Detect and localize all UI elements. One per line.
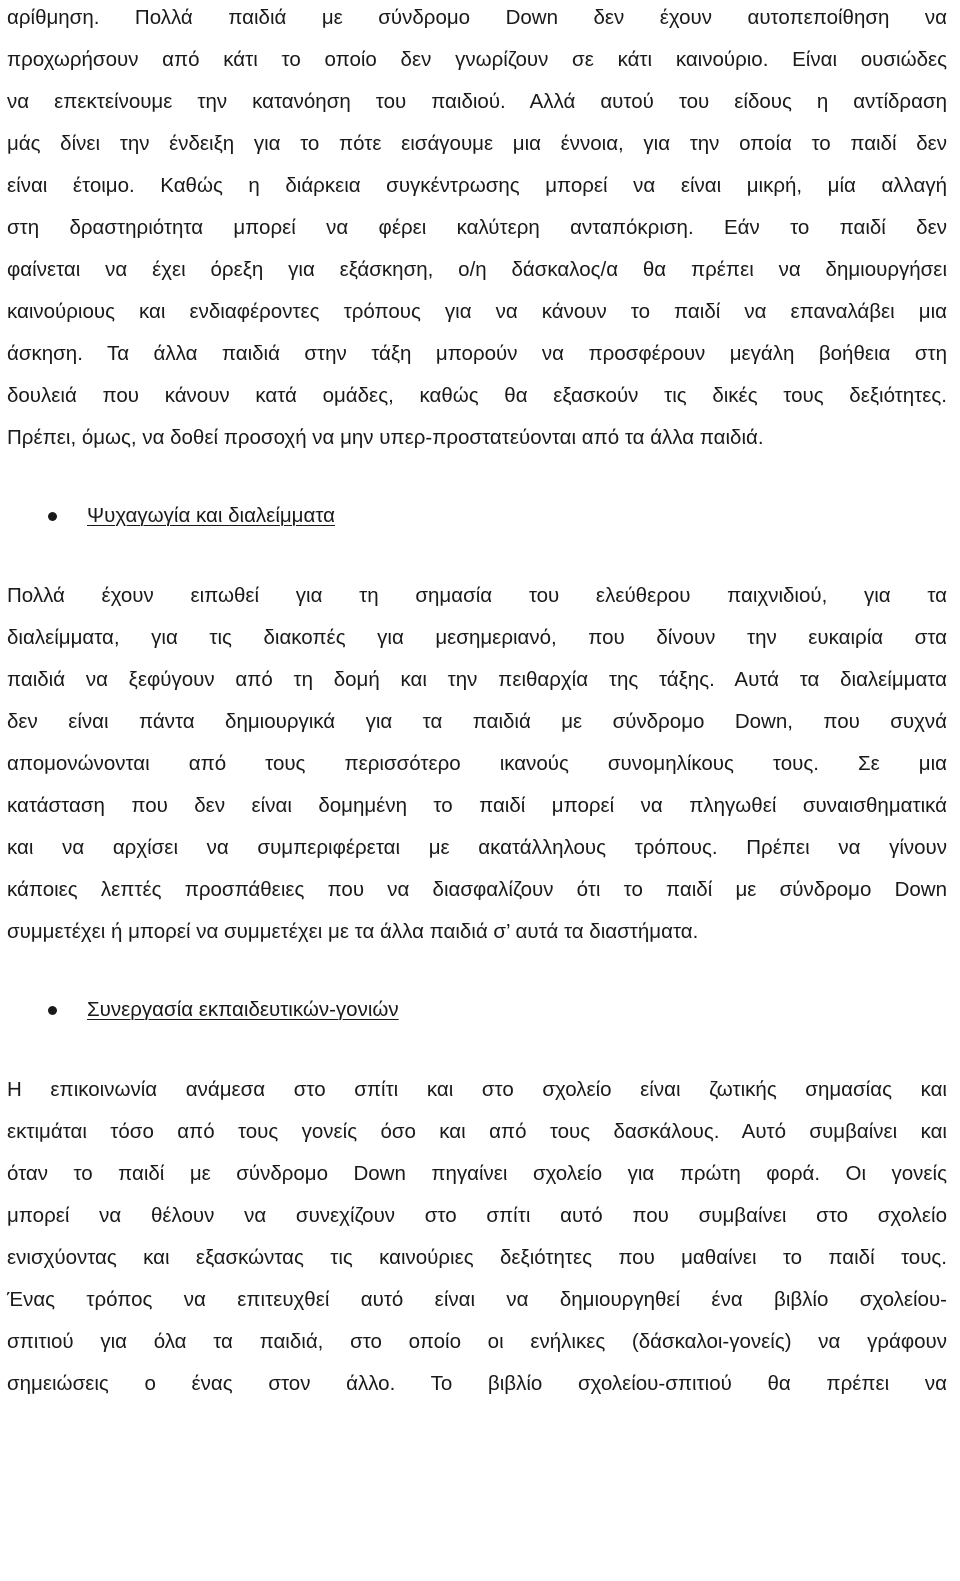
paragraph-line: άσκηση. Τα άλλα παιδιά στην τάξη μπορούν να προσφέρουν μεγάλη βοήθεια στη [7, 342, 947, 365]
paragraph-line: διαλείμματα, για τις διακοπές για μεσημεριανό, που δίνουν την ευκαιρία στα [7, 626, 947, 649]
paragraph-line: στη δραστηριότητα μπορεί να φέρει καλύτερη ανταπόκριση. Εάν το παιδί δεν [7, 216, 947, 239]
bullet-icon [48, 1006, 57, 1015]
heading-text: Συνεργασία εκπαιδευτικών-γονιών [87, 998, 399, 1021]
paragraph-line: είναι έτοιμο. Καθώς η διάρκεια συγκέντρωσης μπορεί να είναι μικρή, μία αλλαγή [7, 174, 947, 197]
paragraph-line: μάς δίνει την ένδειξη για το πότε εισάγουμε μια έννοια, για την οποία το παιδί δεν [7, 132, 947, 155]
paragraph-line: παιδιά να ξεφύγουν από τη δομή και την πειθαρχία της τάξης. Αυτά τα διαλείμματα [7, 668, 947, 691]
paragraph-line: Πολλά έχουν ειπωθεί για τη σημασία του ελεύθερου παιχνιδιού, για τα [7, 584, 947, 607]
paragraph-line: και να αρχίσει να συμπεριφέρεται με ακατάλληλους τρόπους. Πρέπει να γίνουν [7, 836, 947, 859]
heading-text: Ψυχαγωγία και διαλείμματα [87, 504, 336, 527]
paragraph-line: όταν το παιδί με σύνδρομο Down πηγαίνει σχολείο για πρώτη φορά. Οι γονείς [7, 1162, 947, 1185]
paragraph-line: Ένας τρόπος να επιτευχθεί αυτό είναι να δημιουργηθεί ένα βιβλίο σχολείου- [7, 1288, 947, 1311]
paragraph-line: σπιτιού για όλα τα παιδιά, στο οποίο οι ενήλικες (δάσκαλοι-γονείς) να γράφουν [7, 1330, 947, 1353]
paragraph-line: σημειώσεις ο ένας στον άλλο. Το βιβλίο σχολείου-σπιτιού θα πρέπει να [7, 1372, 947, 1395]
section-heading-collaboration [7, 990, 947, 1030]
paragraph-line: Πρέπει, όμως, να δοθεί προσοχή να μην υπερ-προστατεύονται από τα άλλα παιδιά. [7, 426, 764, 449]
paragraph-line: φαίνεται να έχει όρεξη για εξάσκηση, ο/η δάσκαλος/α θα πρέπει να δημιουργήσει [7, 258, 947, 281]
paragraph-line: ενισχύοντας και εξασκώντας τις καινούριες δεξιότητες που μαθαίνει το παιδί τους. [7, 1246, 947, 1269]
paragraph-line: εκτιμάται τόσο από τους γονείς όσο και από τους δασκάλους. Αυτό συμβαίνει και [7, 1120, 947, 1143]
paragraph-line: μπορεί να θέλουν να συνεχίζουν στο σπίτι αυτό που συμβαίνει στο σχολείο [7, 1204, 947, 1227]
paragraph-line: δεν είναι πάντα δημιουργικά για τα παιδιά με σύνδρομο Down, που συχνά [7, 710, 947, 733]
paragraph-line: προχωρήσουν από κάτι το οποίο δεν γνωρίζουν σε κάτι καινούριο. Είναι ουσιώδες [7, 48, 947, 71]
paragraph-line: αρίθμηση. Πολλά παιδιά με σύνδρομο Down δεν έχουν αυτοπεποίθηση να [7, 6, 947, 29]
paragraph-line: να επεκτείνουμε την κατανόηση του παιδιού. Αλλά αυτού του είδους η αντίδραση [7, 90, 947, 113]
paragraph-line: συμμετέχει ή μπορεί να συμμετέχει με τα άλλα παιδιά σ’ αυτά τα διαστήματα. [7, 920, 699, 943]
bullet-icon [48, 512, 57, 521]
section-heading-recreation [7, 496, 947, 536]
paragraph-line: κατάσταση που δεν είναι δομημένη το παιδί μπορεί να πληγωθεί συναισθηματικά [7, 794, 947, 817]
paragraph-line: απομονώνονται από τους περισσότερο ικανούς συνομηλίκους τους. Σε μια [7, 752, 947, 775]
paragraph-line: Η επικοινωνία ανάμεσα στο σπίτι και στο σχολείο είναι ζωτικής σημασίας και [7, 1078, 947, 1101]
paragraph-line: κάποιες λεπτές προσπάθειες που να διασφαλίζουν ότι το παιδί με σύνδρομο Down [7, 878, 947, 901]
paragraph-line: δουλειά που κάνουν κατά ομάδες, καθώς θα εξασκούν τις δικές τους δεξιότητες. [7, 384, 947, 407]
paragraph-line: καινούριους και ενδιαφέροντες τρόπους για να κάνουν το παιδί να επαναλάβει μια [7, 300, 947, 323]
